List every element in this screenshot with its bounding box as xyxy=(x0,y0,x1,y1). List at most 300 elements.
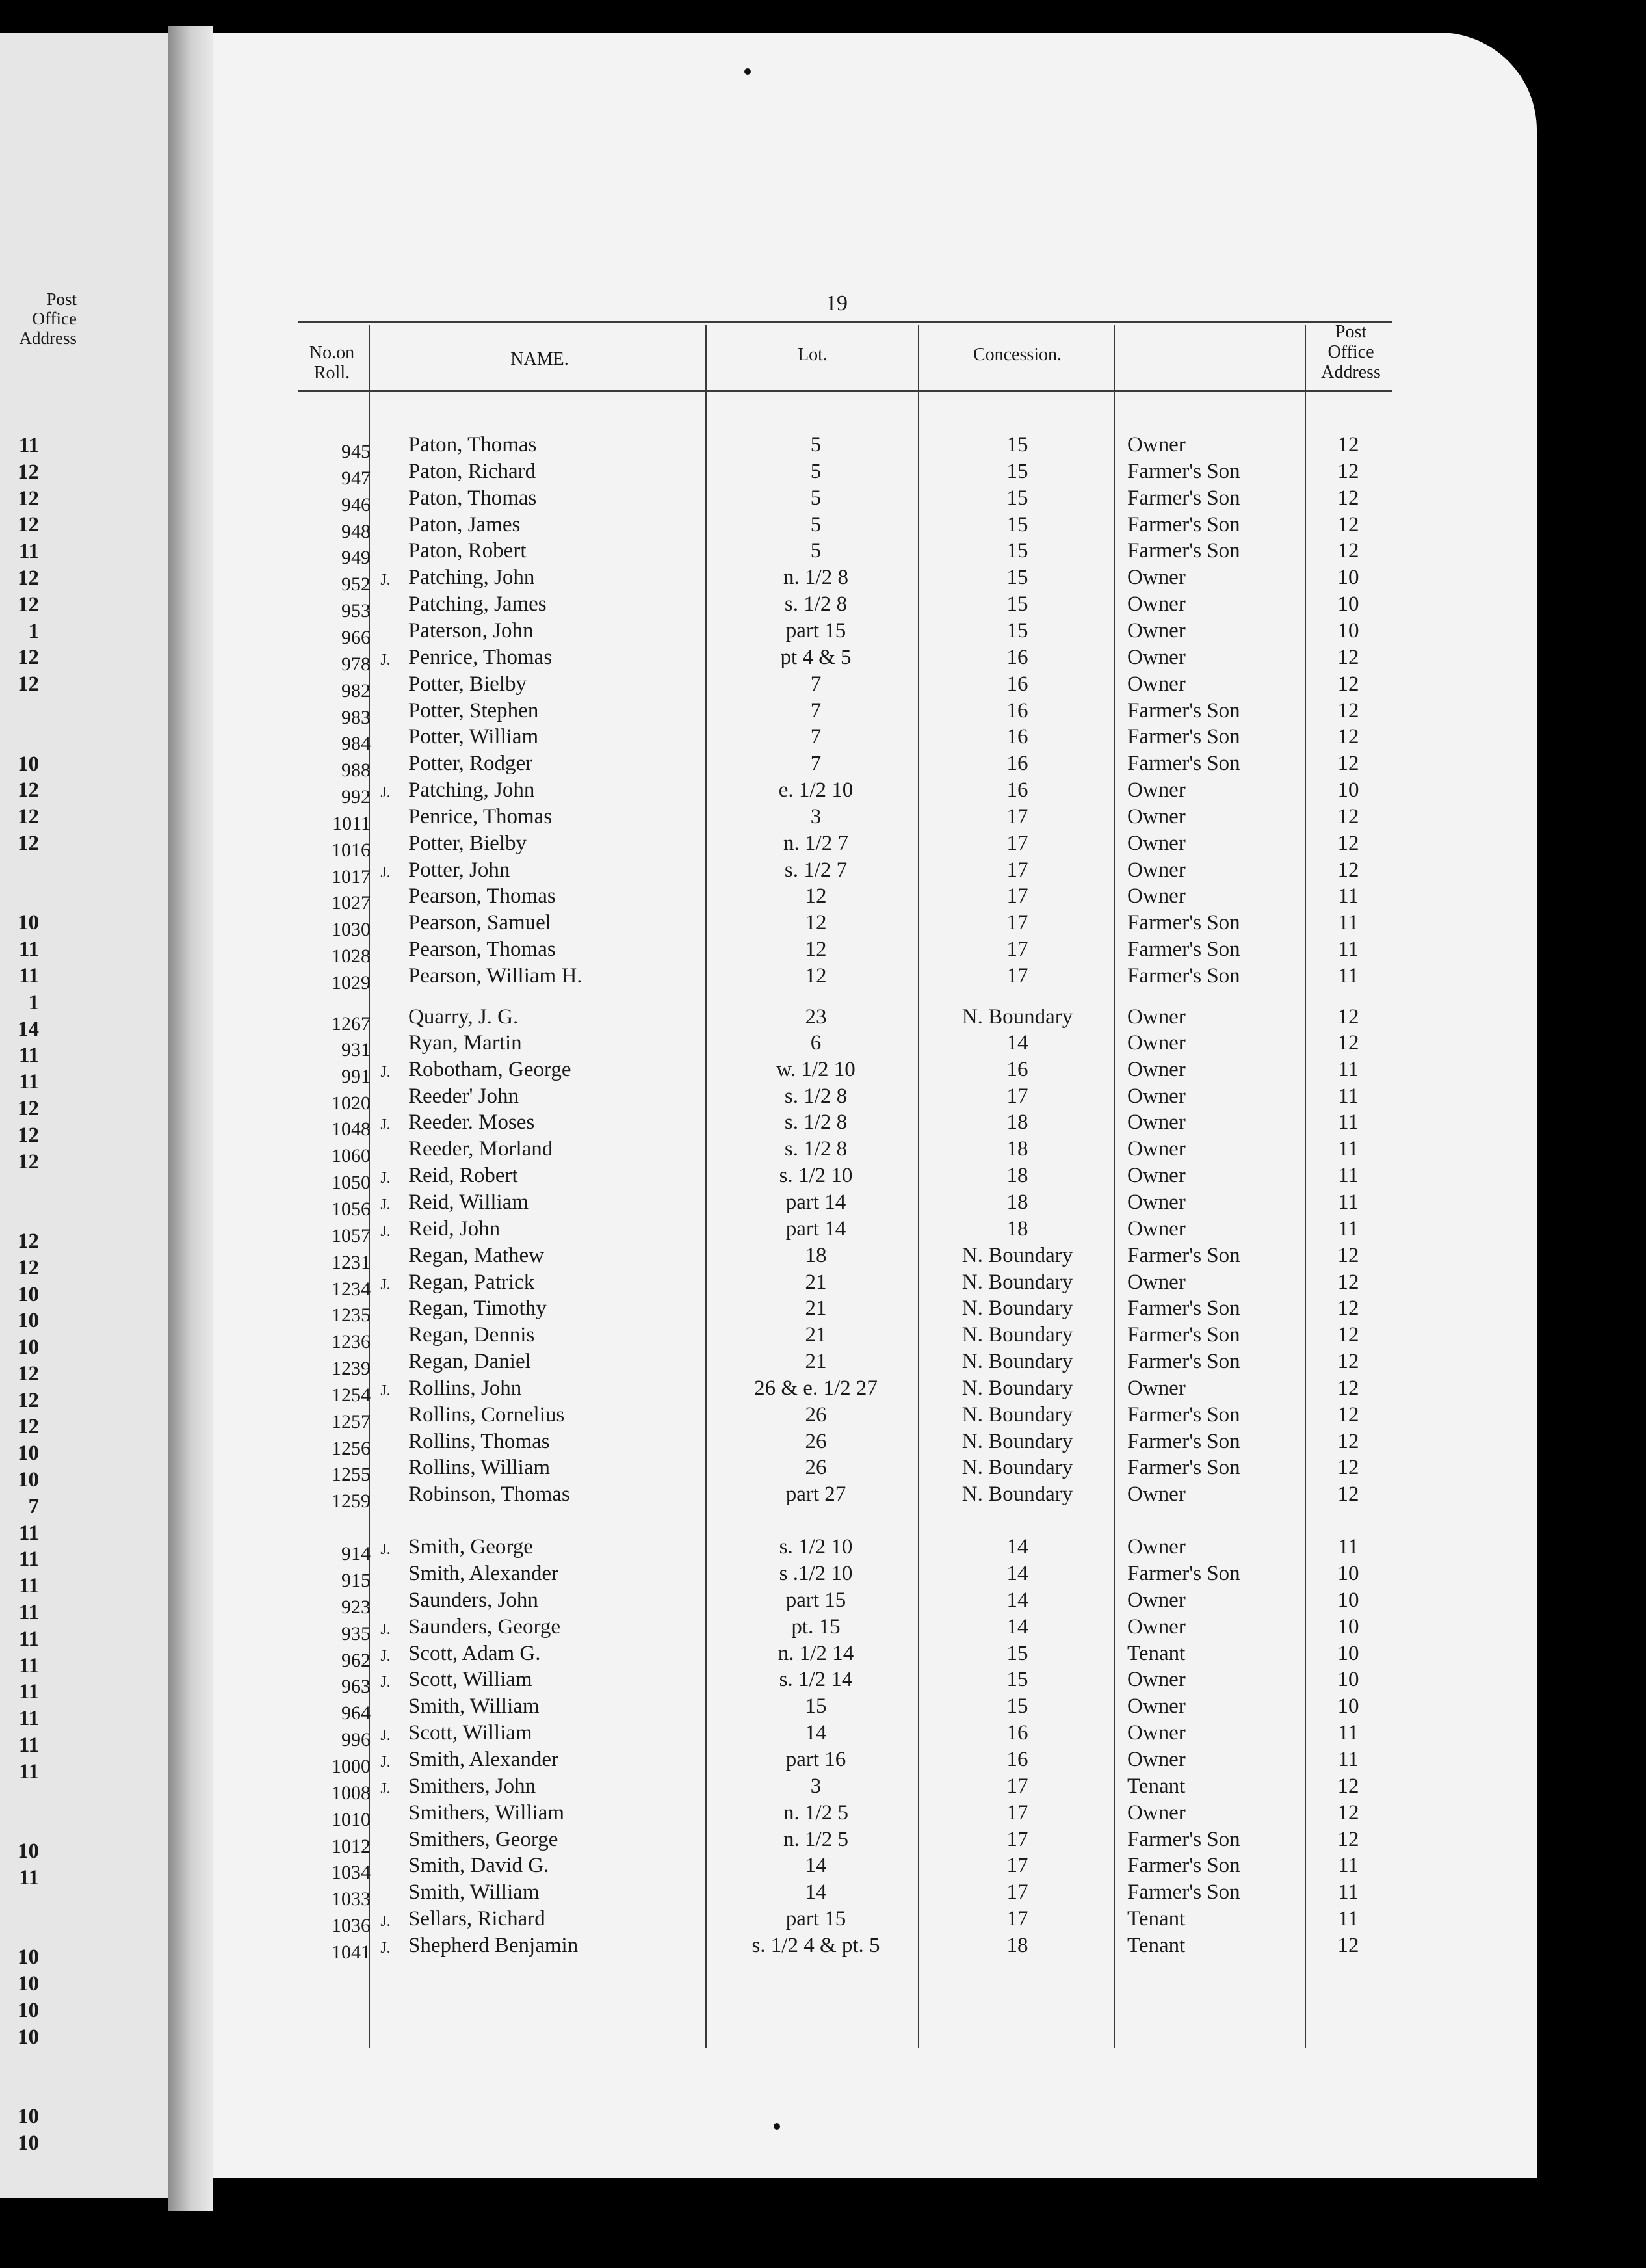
juror-mark: J. xyxy=(380,784,391,802)
voter-name: Patching, John xyxy=(408,778,535,802)
voter-name: Regan, Daniel xyxy=(408,1350,531,1374)
left-post-office-value: 12 xyxy=(18,592,39,616)
table-row xyxy=(0,1136,1646,1167)
roll-number: 996 xyxy=(341,1729,371,1751)
post-office-cell: 11 xyxy=(1338,1111,1359,1135)
status-cell: Tenant xyxy=(1127,1641,1186,1665)
juror-mark: J. xyxy=(380,1170,391,1187)
page-mark xyxy=(744,68,751,75)
post-office-cell: 10 xyxy=(1337,778,1359,802)
post-office-cell: 10 xyxy=(1337,1641,1359,1665)
voter-name: Smith, William xyxy=(408,1694,540,1719)
post-office-cell: 11 xyxy=(1338,1137,1359,1161)
status-cell: Owner xyxy=(1127,884,1186,908)
post-office-cell: 12 xyxy=(1337,1800,1359,1825)
voter-name: Potter, Bielby xyxy=(408,831,527,855)
left-post-office-value: 12 xyxy=(18,1150,39,1174)
table-row xyxy=(0,591,1646,622)
table-row xyxy=(0,432,1646,462)
roll-number: 1029 xyxy=(332,972,371,994)
status-cell: Farmer's Son xyxy=(1127,964,1240,988)
concession-cell: N. Boundary xyxy=(961,1350,1073,1374)
lot-cell: part 15 xyxy=(785,618,846,642)
voter-name: Smith, Alexander xyxy=(408,1562,558,1585)
post-office-cell: 11 xyxy=(1338,1190,1359,1214)
post-office-cell: 11 xyxy=(1338,1854,1359,1878)
status-cell: Farmer's Son xyxy=(1127,486,1240,510)
lot-cell: s. 1/2 7 xyxy=(784,858,848,882)
concession-cell: 18 xyxy=(1006,1933,1028,1957)
concession-cell: 17 xyxy=(1006,1084,1028,1108)
voter-name: Paton, Robert xyxy=(408,539,527,563)
column-header-lot: Lot. xyxy=(798,345,828,365)
left-post-office-value: 1 xyxy=(28,990,39,1014)
juror-mark: J. xyxy=(380,1913,391,1931)
juror-mark: J. xyxy=(380,864,391,881)
table-row xyxy=(0,1243,1646,1273)
table-row xyxy=(0,485,1646,516)
lot-cell: s. 1/2 8 xyxy=(784,1111,848,1135)
table-row xyxy=(0,1057,1646,1087)
lot-cell: n. 1/2 5 xyxy=(783,1827,848,1851)
roll-number: 1041 xyxy=(332,1941,371,1963)
voter-name: Pearson, Samuel xyxy=(408,911,551,935)
table-row xyxy=(0,1693,1646,1724)
voter-name: Patching, James xyxy=(408,592,547,616)
status-cell: Owner xyxy=(1127,1217,1186,1241)
concession-cell: N. Boundary xyxy=(961,1323,1073,1347)
post-office-cell: 12 xyxy=(1337,1031,1359,1055)
status-cell: Owner xyxy=(1127,1483,1186,1507)
lot-cell: 5 xyxy=(810,486,822,510)
roll-number: 949 xyxy=(341,547,371,569)
left-post-office-value: 1 xyxy=(28,619,39,643)
lot-cell: e. 1/2 10 xyxy=(778,778,854,802)
lot-cell: 21 xyxy=(805,1350,827,1374)
left-post-office-value: 11 xyxy=(18,1627,39,1651)
post-office-cell: 12 xyxy=(1337,539,1359,563)
status-cell: Farmer's Son xyxy=(1127,1429,1240,1453)
roll-number: 988 xyxy=(341,759,371,782)
concession-cell: N. Boundary xyxy=(961,1005,1073,1029)
lot-cell: part 15 xyxy=(785,1588,846,1612)
status-cell: Owner xyxy=(1127,831,1186,855)
post-office-cell: 11 xyxy=(1338,1880,1359,1905)
status-cell: Farmer's Son xyxy=(1127,1297,1240,1321)
concession-cell: 15 xyxy=(1006,459,1028,483)
roll-number: 1239 xyxy=(332,1358,371,1380)
lot-cell: 12 xyxy=(805,964,827,988)
voter-name: Regan, Patrick xyxy=(408,1270,535,1294)
left-post-office-value: 12 xyxy=(18,1256,39,1280)
lot-cell: s. 1/2 10 xyxy=(779,1535,853,1559)
lot-cell: part 16 xyxy=(785,1747,846,1771)
juror-mark: J. xyxy=(380,1620,391,1638)
concession-cell: 15 xyxy=(1006,566,1028,590)
status-cell: Farmer's Son xyxy=(1127,459,1240,483)
table-row xyxy=(0,857,1646,888)
post-office-cell: 12 xyxy=(1337,486,1359,510)
lot-cell: s .1/2 10 xyxy=(779,1562,853,1585)
post-office-cell: 11 xyxy=(1338,1084,1359,1108)
roll-number: 1256 xyxy=(332,1437,371,1459)
voter-name: Scott, William xyxy=(408,1668,532,1692)
table-row xyxy=(0,1004,1646,1035)
lot-cell: 26 xyxy=(805,1403,827,1427)
column-header-concession: Concession. xyxy=(973,345,1062,365)
status-cell: Farmer's Son xyxy=(1127,1243,1240,1267)
table-row xyxy=(0,1375,1646,1406)
left-post-office-value: 10 xyxy=(18,752,39,776)
voter-name: Reid, Robert xyxy=(408,1164,518,1188)
status-cell: Owner xyxy=(1127,1057,1186,1081)
roll-number: 991 xyxy=(341,1065,371,1087)
lot-cell: 18 xyxy=(805,1243,827,1267)
post-office-cell: 11 xyxy=(1338,1907,1359,1931)
status-cell: Owner xyxy=(1127,566,1186,590)
concession-cell: 17 xyxy=(1006,911,1028,935)
concession-cell: N. Boundary xyxy=(961,1456,1073,1480)
post-office-cell: 12 xyxy=(1337,1323,1359,1347)
lot-cell: 21 xyxy=(805,1270,827,1294)
table-row xyxy=(0,1189,1646,1220)
concession-cell: 18 xyxy=(1006,1164,1028,1188)
concession-cell: 17 xyxy=(1006,964,1028,988)
post-office-cell: 12 xyxy=(1337,698,1359,722)
voter-name: Regan, Mathew xyxy=(408,1243,544,1267)
post-office-cell: 12 xyxy=(1337,858,1359,882)
concession-cell: 15 xyxy=(1006,512,1028,536)
concession-cell: N. Boundary xyxy=(961,1243,1073,1267)
roll-number: 1259 xyxy=(332,1490,371,1512)
roll-number: 1011 xyxy=(332,812,371,834)
concession-cell: 14 xyxy=(1006,1588,1028,1612)
lot-cell: 14 xyxy=(805,1854,827,1878)
post-office-cell: 10 xyxy=(1337,1668,1359,1692)
table-row xyxy=(0,644,1646,675)
roll-number: 1255 xyxy=(332,1464,371,1486)
roll-number: 1000 xyxy=(332,1755,371,1777)
left-post-office-value: 12 xyxy=(18,805,39,829)
status-cell: Farmer's Son xyxy=(1127,1562,1240,1585)
voter-name: Reeder' John xyxy=(408,1084,519,1108)
concession-cell: 15 xyxy=(1006,592,1028,616)
roll-number: 1008 xyxy=(332,1782,371,1804)
post-office-cell: 12 xyxy=(1337,459,1359,483)
table-row xyxy=(0,1614,1646,1644)
lot-cell: 26 xyxy=(805,1456,827,1480)
page-number: 19 xyxy=(826,291,848,315)
voter-name: Quarry, J. G. xyxy=(408,1005,519,1029)
roll-number: 1254 xyxy=(332,1384,371,1406)
concession-cell: 15 xyxy=(1006,1641,1028,1665)
juror-mark: J. xyxy=(380,1196,391,1213)
juror-mark: J. xyxy=(380,1541,391,1559)
juror-mark: J. xyxy=(380,1780,391,1797)
voter-name: Robinson, Thomas xyxy=(408,1483,570,1507)
left-post-office-value: 7 xyxy=(28,1494,39,1518)
concession-cell: 14 xyxy=(1006,1031,1028,1055)
lot-cell: 7 xyxy=(810,698,822,722)
status-cell: Farmer's Son xyxy=(1127,1350,1240,1374)
lot-cell: s. 1/2 8 xyxy=(784,1137,848,1161)
lot-cell: 5 xyxy=(810,433,822,456)
post-office-cell: 10 xyxy=(1337,592,1359,616)
table-row xyxy=(0,671,1646,702)
roll-number: 962 xyxy=(341,1649,371,1671)
voter-name: Saunders, John xyxy=(408,1588,538,1612)
left-post-office-value: 12 xyxy=(18,1229,39,1253)
concession-cell: 17 xyxy=(1006,858,1028,882)
voter-name: Robotham, George xyxy=(408,1057,571,1081)
table-row xyxy=(0,883,1646,914)
roll-number: 978 xyxy=(341,653,371,675)
roll-number: 935 xyxy=(341,1622,371,1644)
table-row xyxy=(0,1826,1646,1857)
lot-cell: 14 xyxy=(805,1721,827,1745)
status-cell: Owner xyxy=(1127,1164,1186,1188)
concession-cell: 16 xyxy=(1006,645,1028,669)
lot-cell: part 27 xyxy=(785,1483,846,1507)
lot-cell: 12 xyxy=(805,884,827,908)
status-cell: Owner xyxy=(1127,858,1186,882)
roll-number: 992 xyxy=(341,786,371,808)
voter-name: Pearson, William H. xyxy=(408,964,582,988)
concession-cell: 18 xyxy=(1006,1111,1028,1135)
left-post-office-value: 11 xyxy=(18,1574,39,1598)
roll-number: 948 xyxy=(341,520,371,542)
voter-name: Shepherd Benjamin xyxy=(408,1933,579,1957)
left-post-office-value: 11 xyxy=(18,964,39,988)
concession-cell: 16 xyxy=(1006,725,1028,749)
concession-cell: 17 xyxy=(1006,1827,1028,1851)
left-post-office-value: 10 xyxy=(18,2025,39,2049)
voter-name: Rollins, Cornelius xyxy=(408,1403,565,1427)
post-office-cell: 12 xyxy=(1337,1429,1359,1453)
roll-number: 945 xyxy=(341,441,371,462)
table-row xyxy=(0,750,1646,782)
status-cell: Owner xyxy=(1127,1694,1186,1719)
left-post-office-value: 12 xyxy=(18,646,39,670)
left-post-office-value: 12 xyxy=(18,1362,39,1386)
post-office-cell: 12 xyxy=(1337,1933,1359,1957)
status-cell: Tenant xyxy=(1127,1933,1186,1957)
table-row xyxy=(0,724,1646,755)
roll-number: 1034 xyxy=(332,1862,371,1884)
status-cell: Farmer's Son xyxy=(1127,1456,1240,1480)
concession-cell: 15 xyxy=(1006,433,1028,456)
roll-number: 964 xyxy=(341,1702,371,1724)
roll-number: 1060 xyxy=(332,1145,371,1167)
roll-number: 953 xyxy=(341,600,371,622)
concession-cell: 17 xyxy=(1006,1854,1028,1878)
status-cell: Owner xyxy=(1127,592,1186,616)
post-office-cell: 10 xyxy=(1337,566,1359,590)
juror-mark: J. xyxy=(380,1753,391,1771)
post-office-cell: 12 xyxy=(1337,433,1359,456)
concession-cell: 17 xyxy=(1006,831,1028,855)
concession-cell: N. Boundary xyxy=(961,1270,1073,1294)
left-post-office-value: 11 xyxy=(18,1760,39,1784)
roll-number: 1234 xyxy=(332,1278,371,1300)
concession-cell: 17 xyxy=(1006,804,1028,828)
juror-mark: J. xyxy=(380,1063,391,1081)
voter-name: Smithers, John xyxy=(408,1774,536,1798)
concession-cell: 16 xyxy=(1006,1747,1028,1771)
lot-cell: 23 xyxy=(805,1005,827,1029)
table-row xyxy=(0,1720,1646,1751)
lot-cell: 7 xyxy=(810,725,822,749)
left-post-office-value: 14 xyxy=(18,1017,39,1041)
concession-cell: N. Boundary xyxy=(961,1429,1073,1453)
roll-number: 1056 xyxy=(332,1198,371,1220)
left-post-office-value: 11 xyxy=(18,434,39,457)
roll-number: 1048 xyxy=(332,1118,371,1141)
voter-name: Reid, John xyxy=(408,1217,501,1241)
table-row xyxy=(0,1906,1646,1937)
status-cell: Tenant xyxy=(1127,1907,1186,1931)
left-post-office-value: 12 xyxy=(18,1123,39,1147)
status-cell: Owner xyxy=(1127,1084,1186,1108)
post-office-cell: 11 xyxy=(1338,1721,1359,1745)
juror-mark: J. xyxy=(380,1727,391,1745)
post-office-cell: 10 xyxy=(1337,1615,1359,1639)
voter-name: Paton, Richard xyxy=(408,459,536,483)
post-office-cell: 12 xyxy=(1337,1270,1359,1294)
left-post-office-value: 10 xyxy=(18,911,39,935)
table-row xyxy=(0,1322,1646,1353)
roll-number: 982 xyxy=(341,679,371,702)
table-row xyxy=(0,512,1646,542)
lot-cell: n. 1/2 8 xyxy=(783,566,848,590)
post-office-cell: 12 xyxy=(1337,1774,1359,1798)
status-cell: Farmer's Son xyxy=(1127,1880,1240,1905)
roll-number: 984 xyxy=(341,733,371,755)
lot-cell: 5 xyxy=(810,459,822,483)
concession-cell: 18 xyxy=(1006,1190,1028,1214)
voter-name: Pearson, Thomas xyxy=(408,884,556,908)
table-row xyxy=(0,1030,1646,1061)
post-office-cell: 12 xyxy=(1337,1243,1359,1267)
roll-number: 1236 xyxy=(332,1331,371,1353)
table-row xyxy=(0,1429,1646,1459)
concession-cell: 17 xyxy=(1006,884,1028,908)
left-post-office-value: 10 xyxy=(18,1336,39,1360)
header-top-rule xyxy=(298,321,1392,323)
voter-name: Paton, James xyxy=(408,512,521,536)
post-office-cell: 11 xyxy=(1338,1217,1359,1241)
status-cell: Owner xyxy=(1127,1747,1186,1771)
post-office-cell: 10 xyxy=(1337,1694,1359,1719)
roll-number: 1036 xyxy=(332,1915,371,1937)
left-post-office-value: 10 xyxy=(18,1839,39,1864)
lot-cell: part 14 xyxy=(785,1217,846,1241)
post-office-cell: 11 xyxy=(1338,938,1359,962)
lot-cell: s. 1/2 4 & pt. 5 xyxy=(751,1933,880,1957)
lot-cell: s. 1/2 8 xyxy=(784,1084,848,1108)
left-post-office-value: 12 xyxy=(18,513,39,537)
lot-cell: 15 xyxy=(805,1694,827,1719)
left-post-office-value: 11 xyxy=(18,1601,39,1625)
status-cell: Farmer's Son xyxy=(1127,1323,1240,1347)
post-office-cell: 12 xyxy=(1337,1483,1359,1507)
roll-number: 1010 xyxy=(332,1808,371,1830)
status-cell: Owner xyxy=(1127,778,1186,802)
status-cell: Owner xyxy=(1127,1005,1186,1029)
voter-name: Potter, William xyxy=(408,725,539,749)
concession-cell: 18 xyxy=(1006,1137,1028,1161)
voter-name: Potter, Bielby xyxy=(408,672,527,696)
status-cell: Owner xyxy=(1127,804,1186,828)
status-cell: Farmer's Son xyxy=(1127,539,1240,563)
juror-mark: J. xyxy=(380,1116,391,1134)
voter-name: Paton, Thomas xyxy=(408,486,537,510)
post-office-cell: 12 xyxy=(1337,831,1359,855)
left-post-office-value: 11 xyxy=(18,1654,39,1678)
status-cell: Owner xyxy=(1127,1376,1186,1400)
table-row xyxy=(0,1216,1646,1246)
roll-number: 1028 xyxy=(332,945,371,968)
left-post-office-value: 11 xyxy=(18,1707,39,1731)
table-row xyxy=(0,1667,1646,1698)
status-cell: Owner xyxy=(1127,1190,1186,1214)
lot-cell: s. 1/2 10 xyxy=(779,1164,853,1188)
left-post-office-value: 10 xyxy=(18,1282,39,1306)
concession-cell: 16 xyxy=(1006,672,1028,696)
table-row xyxy=(0,1402,1646,1432)
concession-cell: 14 xyxy=(1006,1535,1028,1559)
lot-cell: 7 xyxy=(810,672,822,696)
post-office-cell: 10 xyxy=(1337,1588,1359,1612)
table-row xyxy=(0,1932,1646,1963)
roll-number: 983 xyxy=(341,706,371,728)
lot-cell: 6 xyxy=(810,1031,822,1055)
voter-name: Smithers, William xyxy=(408,1800,565,1825)
lot-cell: s. 1/2 14 xyxy=(779,1668,853,1692)
table-row xyxy=(0,698,1646,728)
left-post-office-value: 10 xyxy=(18,1309,39,1333)
voter-name: Ryan, Martin xyxy=(408,1031,522,1055)
juror-mark: J. xyxy=(380,1276,391,1293)
lot-cell: n. 1/2 7 xyxy=(783,831,848,855)
column-header-no-on-roll: No.on Roll. xyxy=(309,343,355,383)
status-cell: Owner xyxy=(1127,1800,1186,1825)
post-office-cell: 12 xyxy=(1337,725,1359,749)
lot-cell: n. 1/2 5 xyxy=(783,1800,848,1825)
post-office-cell: 11 xyxy=(1338,1057,1359,1081)
voter-name: Reeder, Morland xyxy=(408,1137,553,1161)
post-office-cell: 11 xyxy=(1338,911,1359,935)
roll-number: 966 xyxy=(341,626,371,648)
table-row xyxy=(0,963,1646,994)
status-cell: Farmer's Son xyxy=(1127,1827,1240,1851)
left-post-office-value: 12 xyxy=(18,460,39,484)
left-post-office-value: 12 xyxy=(18,672,39,696)
concession-cell: 15 xyxy=(1006,1694,1028,1719)
lot-cell: 12 xyxy=(805,911,827,935)
voter-name: Penrice, Thomas xyxy=(408,804,553,828)
post-office-cell: 11 xyxy=(1338,964,1359,988)
status-cell: Owner xyxy=(1127,1137,1186,1161)
status-cell: Owner xyxy=(1127,1031,1186,1055)
lot-cell: part 15 xyxy=(785,1907,846,1931)
post-office-cell: 12 xyxy=(1337,1827,1359,1851)
juror-mark: J. xyxy=(380,1382,391,1399)
roll-number: 1057 xyxy=(332,1224,371,1246)
roll-number: 947 xyxy=(341,467,371,489)
voter-name: Reid, William xyxy=(408,1190,529,1214)
table-row xyxy=(0,1163,1646,1194)
